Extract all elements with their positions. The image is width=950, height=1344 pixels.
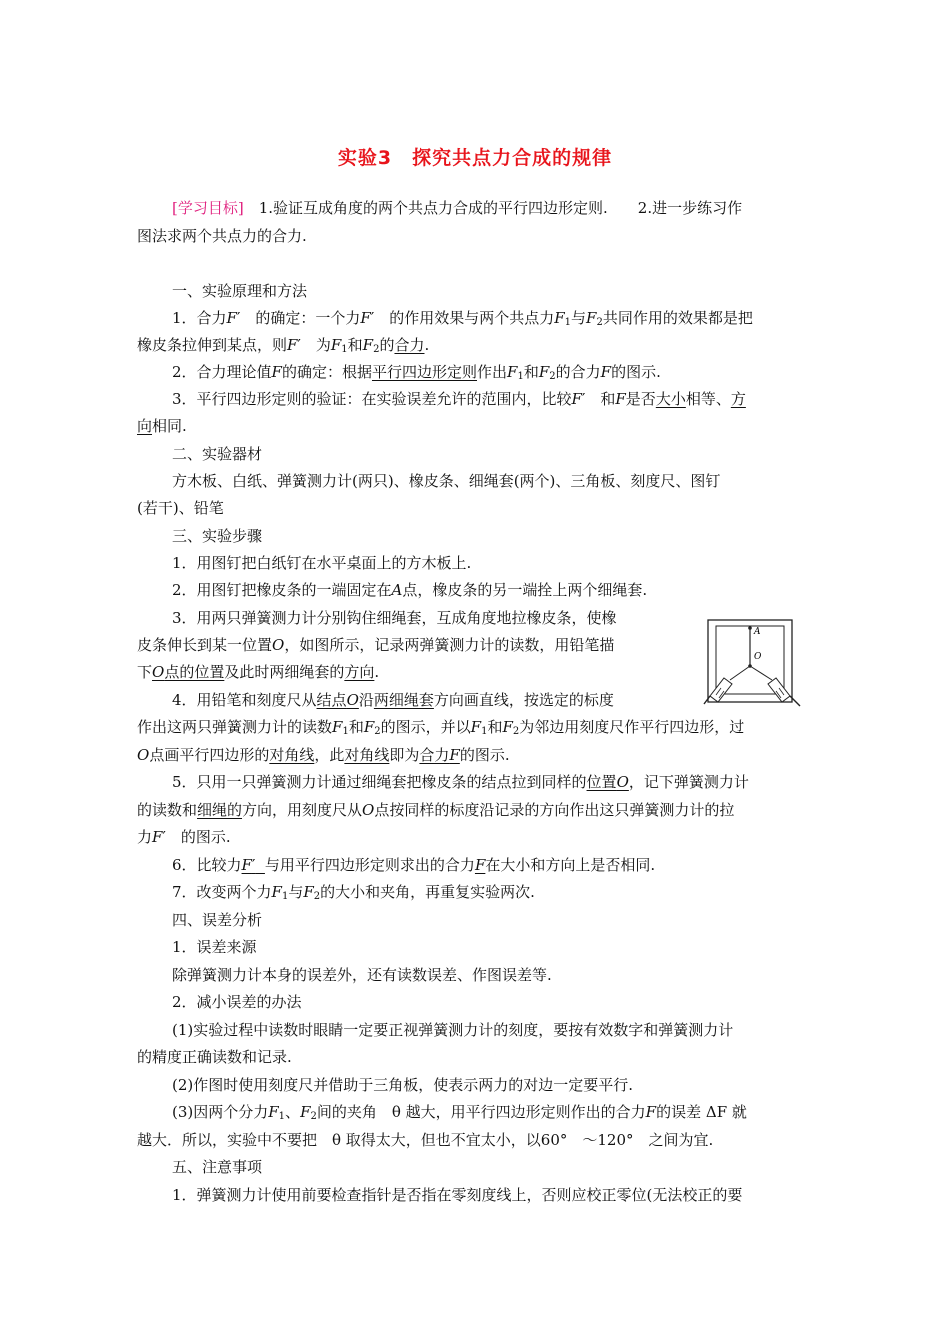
- step-3-cont-2: 下O点的位置及此时两细绳套的方向.: [137, 663, 380, 681]
- label-a: A: [754, 627, 761, 637]
- spring-scale-right: [768, 678, 790, 702]
- paragraph-1-1: 1．合力F′ 的确定：一个力F′ 的作用效果与两个共点力$F_1$与$F_2$共同作用的效果都是把: [172, 309, 753, 328]
- step-5-cont-2: 力F′ 的图示.: [137, 828, 231, 846]
- section-heading-4: 四、误差分析: [172, 911, 263, 929]
- step-7: 7．改变两个力$F_1$与$F_2$的大小和夹角，再重复实验两次.: [172, 883, 535, 902]
- blank-answer: 合力: [394, 336, 425, 354]
- step-6: 6．比较力F′ 与用平行四边形定则求出的合力F在大小和方向上是否相同.: [172, 856, 656, 874]
- blank-answer: 细绳的: [197, 801, 243, 819]
- paragraph-1-3: 3．平行四边形定则的验证：在实验误差允许的范围内，比较F′ 和F是否大小相等、方: [172, 390, 746, 408]
- blank-answer: 方: [730, 390, 746, 408]
- step-4-cont-2: O点画平行四边形的对角线，此对角线即为合力F的图示.: [137, 746, 510, 764]
- page-title: 实验3 探究共点力合成的规律: [337, 147, 613, 169]
- subheading-4-1: 1．误差来源: [172, 938, 257, 956]
- step-3: 3．用两只弹簧测力计分别钩住细绳套，互成角度地拉橡皮条，使橡: [172, 609, 617, 627]
- section-heading-3: 三、实验步骤: [172, 527, 263, 545]
- paragraph-2-1: 方木板、白纸、弹簧测力计(两只)、橡皮条、细绳套(两个)、三角板、刻度尺、图钉: [172, 472, 721, 490]
- item-4-2-1: (1)实验过程中读数时眼睛一定要正视弹簧测力计的刻度，要按有效数字和弹簧测力计: [172, 1021, 734, 1039]
- pin-a: [748, 626, 752, 630]
- blank-answer: 合力: [419, 746, 450, 764]
- knot-o: [748, 664, 752, 668]
- step-1: 1．用图钉把白纸钉在水平桌面上的方木板上.: [172, 554, 472, 572]
- string-right: [750, 666, 772, 680]
- blank-answer: 对角线: [269, 746, 315, 764]
- step-2: 2．用图钉把橡皮条的一端固定在A点，橡皮条的另一端拴上两个细绳套.: [172, 581, 648, 599]
- string-left: [730, 666, 750, 680]
- objectives-line-1: [学习目标] 1.验证互成角度的两个共点力合成的平行四边形定则. 2.进一步练习作: [172, 199, 743, 217]
- item-4-2-3: (3)因两个分力$F_1$、$F_2$间的夹角 θ 越大，用平行四边形定则作出的合力F的误差 ΔF 就: [172, 1103, 747, 1122]
- paragraph-1-3-cont: 向相同.: [137, 417, 187, 435]
- item-4-2-2: (2)作图时使用刻度尺并借助于三角板，使表示两力的对边一定要平行.: [172, 1076, 634, 1094]
- objectives-tag: [学习目标]: [172, 199, 244, 217]
- blank-answer: 向: [137, 417, 153, 435]
- note-5-1: 1．弹簧测力计使用前要检查指针是否指在零刻度线上，否则应校正零位(无法校正的要: [172, 1186, 743, 1204]
- blank-answer: 方向: [344, 663, 375, 681]
- blank-answer: 平行四边形定则: [371, 363, 477, 381]
- step-5: 5．只用一只弹簧测力计通过细绳套把橡皮条的结点拉到同样的位置O，记下弹簧测力计: [172, 773, 749, 791]
- spring-scale-left: [710, 678, 732, 702]
- section-heading-5: 五、注意事项: [172, 1158, 263, 1176]
- paragraph-4-1: 除弹簧测力计本身的误差外，还有读数误差、作图误差等.: [172, 966, 552, 984]
- handle-left: [704, 696, 710, 704]
- step-4: 4．用铅笔和刻度尺从结点O沿两细绳套方向画直线，按选定的标度: [172, 691, 614, 709]
- blank-answer: 位置: [586, 773, 617, 791]
- paragraph-2-1-cont: (若干)、铅笔: [137, 499, 224, 517]
- item-4-2-3-cont: 越大．所以，实验中不要把 θ 取得太大，但也不宜太小，以60° ～120° 之间为宜.: [137, 1131, 714, 1149]
- objectives-line-2: 图法求两个共点力的合力.: [137, 227, 307, 245]
- experiment-diagram: [700, 618, 810, 712]
- step-5-cont-1: 的读数和细绳的方向，用刻度尺从O点按同样的标度沿记录的方向作出这只弹簧测力计的拉: [137, 801, 735, 819]
- step-3-cont-1: 皮条伸长到某一位置O，如图所示，记录两弹簧测力计的读数，用铅笔描: [137, 636, 615, 654]
- step-4-cont-1: 作出这两只弹簧测力计的读数$F_1$和$F_2$的图示，并以$F_1$和$F_2$为邻边用刻度尺作平行四边形，过: [137, 718, 745, 737]
- blank-answer: 对角线: [344, 746, 390, 764]
- paragraph-1-2: 2．合力理论值F的确定：根据平行四边形定则作出$F_1$和$F_2$的合力F的图示.: [172, 363, 661, 382]
- item-4-2-1-cont: 的精度正确读数和记录.: [137, 1048, 292, 1066]
- section-heading-2: 二、实验器材: [172, 445, 263, 463]
- section-heading-1: 一、实验原理和方法: [172, 282, 308, 300]
- blank-answer: 点的位置: [164, 663, 225, 681]
- subheading-4-2: 2．减小误差的办法: [172, 993, 302, 1011]
- blank-answer: 结点: [316, 691, 347, 709]
- paragraph-1-1-cont: 橡皮条拉伸到某点，则F′ 为$F_1$和$F_2$的合力.: [137, 336, 430, 355]
- blank-answer: 大小: [655, 390, 686, 408]
- blank-answer: 两细绳套: [373, 691, 434, 709]
- label-o: O: [754, 652, 762, 662]
